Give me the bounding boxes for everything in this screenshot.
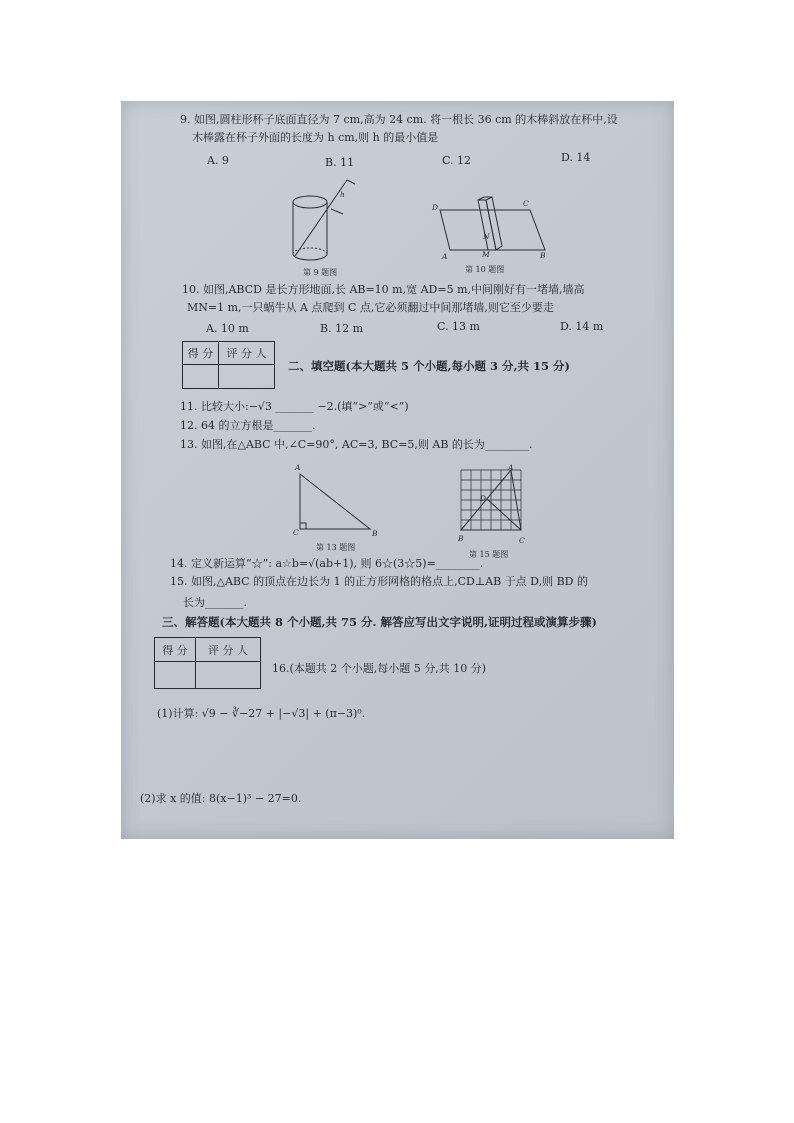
q10-option-c: C. 13 m [437, 320, 480, 333]
q9-figure-label-h: h [340, 190, 345, 199]
q15-grid-figure [461, 470, 531, 535]
q10-wall-figure [430, 192, 550, 257]
score-box-section2 [182, 341, 275, 389]
q10-option-a: A. 10 m [206, 322, 249, 335]
q15-line1: 15. 如图,△ABC 的顶点在边长为 1 的正方形网格的格点上,CD⊥AB 于点 D,则 BD 的 [170, 575, 588, 588]
q10-line1: 10. 如图,ABCD 是长方形地面,长 AB=10 m,宽 AD=5 m,中间刚好有一堵墙,墙高 [182, 283, 585, 296]
q9-figure-caption: 第 9 题图 [303, 268, 338, 277]
q9-option-d: D. 14 [561, 151, 591, 164]
q13-figure-caption: 第 13 题图 [316, 543, 356, 552]
q9-line2: 木棒露在杯子外面的长度为 h cm,则 h 的最小值是 [192, 131, 439, 144]
score-box-col1: 得 分 [183, 342, 219, 365]
q13-triangle-figure [296, 470, 376, 535]
q13-label-b: B [372, 529, 378, 538]
q13-label-c: C [293, 528, 299, 537]
q16-header: 16.(本题共 2 个小题,每小题 5 分,共 10 分) [272, 662, 487, 675]
q10-label-n: N [483, 232, 490, 241]
q11-text: 11. 比较大小:−√3 _______ −2.(填“>”或“<”) [180, 400, 409, 413]
q12-text: 12. 64 的立方根是_______. [180, 419, 316, 432]
q9-option-b: B. 11 [325, 156, 355, 169]
q9-cylinder-figure [285, 172, 365, 272]
q16-part1: (1)计算: √9 − ∛−27 + |−√3| + (π−3)⁰. [157, 707, 366, 720]
q10-line2: MN=1 m,一只蜗牛从 A 点爬到 C 点,它必须翻过中间那堵墙,则它至少要走 [187, 301, 554, 314]
q10-label-d: D [432, 203, 439, 212]
q10-figure-caption: 第 10 题图 [465, 265, 505, 274]
score-box-q16-col2: 评 分 人 [196, 638, 261, 662]
q15-label-a: A [508, 463, 514, 472]
q13-text: 13. 如图,在△ABC 中,∠C=90°, AC=3, BC=5,则 AB 的长为________. [180, 438, 533, 451]
q10-label-c: C [523, 199, 529, 208]
q15-label-d: D [480, 494, 487, 503]
score-box-col2: 评 分 人 [219, 342, 275, 365]
score-box-q16-col1: 得 分 [155, 638, 196, 662]
q10-option-d: D. 14 m [560, 320, 604, 333]
q15-label-b: B [458, 534, 464, 543]
q9-option-a: A. 9 [207, 154, 229, 167]
q15-label-c: C [519, 536, 525, 545]
q10-option-b: B. 12 m [320, 322, 364, 335]
q15-line2: 长为_______. [183, 596, 247, 609]
q9-line1: 9. 如图,圆柱形杯子底面直径为 7 cm,高为 24 cm. 将一根长 36 cm 的木棒斜放在杯中,设 [180, 113, 618, 126]
q15-figure-caption: 第 15 题图 [469, 550, 509, 559]
score-box-q16 [154, 637, 261, 689]
photo-of-exam-page [121, 101, 674, 839]
section2-title: 二、填空题(本大题共 5 个小题,每小题 3 分,共 15 分) [288, 359, 570, 373]
q14-text: 14. 定义新运算“☆”: a☆b=√(ab+1), 则 6☆(3☆5)=________. [170, 557, 484, 570]
q9-option-c: C. 12 [442, 154, 472, 167]
q10-label-a: A [442, 252, 448, 261]
section3-title: 三、解答题(本大题共 8 个小题,共 75 分. 解答应写出文字说明,证明过程或演算步骤) [162, 615, 597, 629]
q16-part2: (2)求 x 的值: 8(x−1)³ − 27=0. [140, 792, 302, 805]
q10-label-b: B [540, 251, 546, 260]
q13-label-a: A [295, 463, 301, 472]
q10-label-m: M [482, 250, 490, 259]
